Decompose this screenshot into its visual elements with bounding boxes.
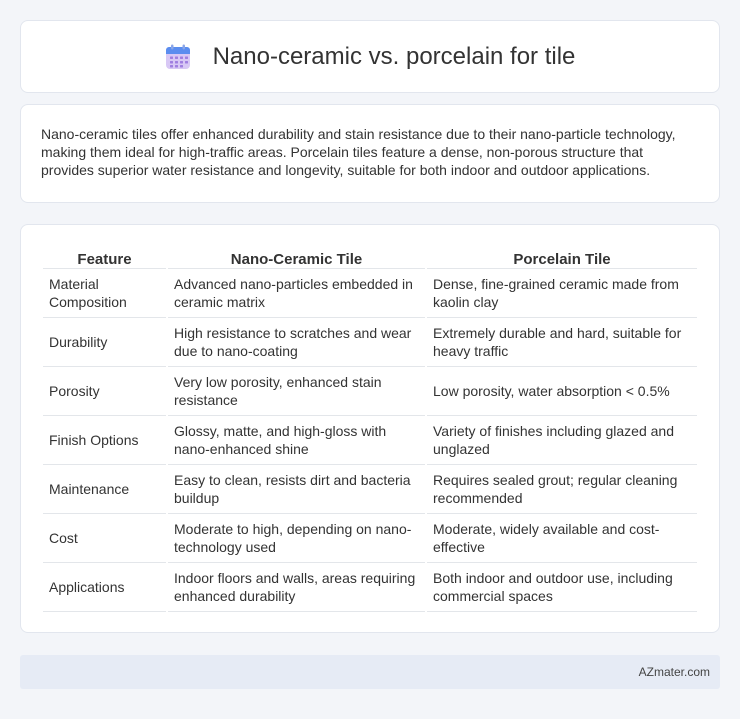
row-feature: Finish Options (43, 416, 166, 465)
row-nano-ceramic: Advanced nano-particles embedded in ceramic matrix (168, 269, 425, 318)
footer-brand: AZmater.com (638, 665, 710, 679)
table-row (43, 514, 697, 563)
page-title: Nano-ceramic vs. porcelain for tile (212, 42, 576, 70)
calendar-icon (165, 44, 191, 70)
row-porcelain: Moderate, widely available and cost-effective (427, 514, 697, 563)
header-nano-ceramic: Nano-Ceramic Tile (168, 245, 425, 269)
summary-text: Nano-ceramic tiles offer enhanced durability and stain resistance due to their nano-particle technology, making them ideal for high-traffic areas. Porcelain tiles feature a dense, non-porous structure that provides superior water resistance and longevity, suitable for both indoor and outdoor applications. (41, 126, 676, 178)
row-feature: Cost (43, 514, 166, 563)
table-row (43, 367, 697, 416)
title-wrap (165, 43, 576, 71)
header-feature: Feature (43, 245, 166, 269)
row-nano-ceramic: Moderate to high, depending on nano-technology used (168, 514, 425, 563)
row-porcelain: Dense, fine-grained ceramic made from kaolin clay (427, 269, 697, 318)
header-porcelain: Porcelain Tile (427, 245, 697, 269)
row-feature: Porosity (43, 367, 166, 416)
row-porcelain: Variety of finishes including glazed and unglazed (427, 416, 697, 465)
row-feature: Material Composition (43, 269, 166, 318)
footer (20, 655, 720, 689)
table-row (43, 563, 697, 612)
table-row (43, 465, 697, 514)
row-nano-ceramic: Indoor floors and walls, areas requiring enhanced durability (168, 563, 425, 612)
row-feature: Applications (43, 563, 166, 612)
row-feature: Durability (43, 318, 166, 367)
comparison-table (41, 245, 699, 612)
row-nano-ceramic: High resistance to scratches and wear due to nano-coating (168, 318, 425, 367)
title-card (20, 20, 720, 93)
row-nano-ceramic: Easy to clean, resists dirt and bacteria buildup (168, 465, 425, 514)
row-nano-ceramic: Very low porosity, enhanced stain resistance (168, 367, 425, 416)
summary-card (20, 104, 720, 203)
table-row (43, 269, 697, 318)
row-porcelain: Extremely durable and hard, suitable for heavy traffic (427, 318, 697, 367)
row-nano-ceramic: Glossy, matte, and high-gloss with nano-enhanced shine (168, 416, 425, 465)
table-header-row (43, 245, 697, 269)
table-row (43, 416, 697, 465)
row-feature: Maintenance (43, 465, 166, 514)
table-card (20, 224, 720, 633)
row-porcelain: Both indoor and outdoor use, including commercial spaces (427, 563, 697, 612)
table-row (43, 318, 697, 367)
row-porcelain: Requires sealed grout; regular cleaning recommended (427, 465, 697, 514)
row-porcelain: Low porosity, water absorption < 0.5% (427, 367, 697, 416)
